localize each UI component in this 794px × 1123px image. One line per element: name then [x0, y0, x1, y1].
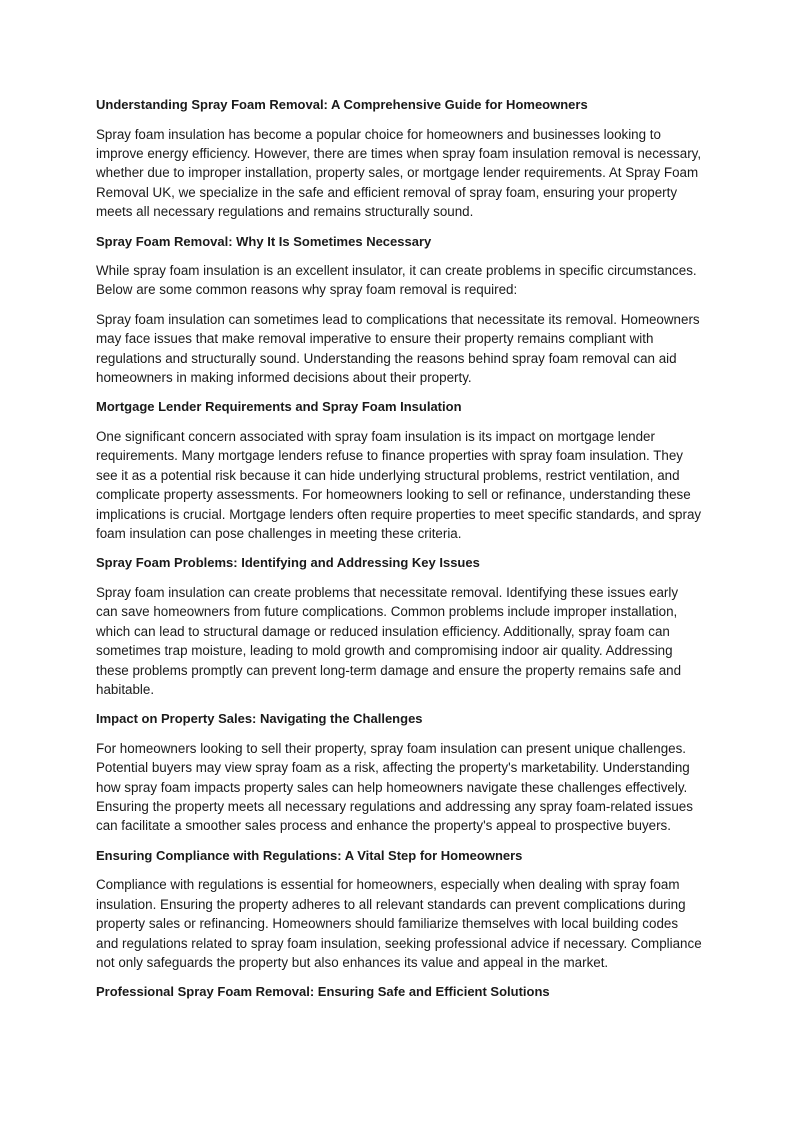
document-title: Understanding Spray Foam Removal: A Comprehensive Guide for Homeowners [96, 97, 588, 112]
section-paragraph: For homeowners looking to sell their property, spray foam insulation can present unique challenges. Potential buyers may view spray foam as a risk, affecting the property's marketability. Understanding how spray foam impacts property sales can help homeowners navigate these challenges effectively. Ensuring the property meets all necessary regulations and addressing any spray foam-related issues can facilitate a smoother sales process and enhance the property's appeal to prospective buyers. [96, 740, 693, 834]
section-mortgage-lender [96, 397, 702, 543]
section-paragraph: Spray foam insulation can create problems that necessitate removal. Identifying these issues early can save homeowners from future complications. Common problems include improper installation, which can lead to structural damage or reduced insulation efficiency. Additionally, spray foam can sometimes trap moisture, leading to mold growth and compromising indoor air quality. Addressing these problems promptly can prevent long-term damage and ensure the property remains safe and habitable. [96, 584, 682, 697]
section-heading: Spray Foam Removal: Why It Is Sometimes Necessary [96, 233, 432, 249]
document-page [96, 95, 702, 1012]
section-heading: Mortgage Lender Requirements and Spray Foam Insulation [96, 399, 462, 415]
intro-paragraph: Spray foam insulation has become a popular choice for homeowners and businesses looking to improve energy efficiency. However, there are times when spray foam insulation removal is necessary, whether due to improper installation, property sales, or mortgage lender requirements. At Spray Foam Removal UK, we specialize in the safe and efficient removal of spray foam, ensuring your property meets all necessary regulations and remains structurally sound. [96, 126, 702, 220]
section-heading: Impact on Property Sales: Navigating the Challenges [96, 711, 423, 727]
section-paragraph: While spray foam insulation is an excellent insulator, it can create problems in specific circumstances. Below are some common reasons why spray foam removal is required: [96, 263, 697, 298]
section-paragraph: Compliance with regulations is essential for homeowners, especially when dealing with spray foam insulation. Ensuring the property adheres to all relevant standards can prevent complications during property sales or refinancing. Homeowners should familiarize themselves with local building codes and regulations related to spray foam insulation, seeking professional advice if necessary. Compliance not only safeguards the property but also enhances its value and appeal in the market. [96, 877, 702, 970]
section-property-sales [96, 709, 702, 836]
section-heading: Ensuring Compliance with Regulations: A Vital Step for Homeowners [96, 847, 523, 863]
section-heading: Professional Spray Foam Removal: Ensuring Safe and Efficient Solutions [96, 984, 550, 1000]
section-compliance [96, 846, 702, 973]
section-heading: Spray Foam Problems: Identifying and Addressing Key Issues [96, 555, 480, 571]
section-paragraph: Spray foam insulation can sometimes lead to complications that necessitate its removal. Homeowners may face issues that make removal imperative to ensure their property remains compliant with regulations and structurally sound. Understanding the reasons behind spray foam removal can aid homeowners in making informed decisions about their property. [96, 311, 700, 386]
section-spray-foam-problems [96, 553, 702, 699]
section-why-necessary [96, 232, 702, 388]
section-professional-removal [96, 982, 702, 1002]
section-paragraph: One significant concern associated with spray foam insulation is its impact on mortgage lender requirements. Many mortgage lenders refuse to finance properties with spray foam insulation. They see it as a potential risk because it can hide underlying structural problems, restrict ventilation, and complicate property assessments. For homeowners looking to sell or refinance, understanding these implications is crucial. Mortgage lenders often require properties to meet specific standards, and spray foam insulation can pose challenges in meeting these criteria. [96, 428, 702, 541]
